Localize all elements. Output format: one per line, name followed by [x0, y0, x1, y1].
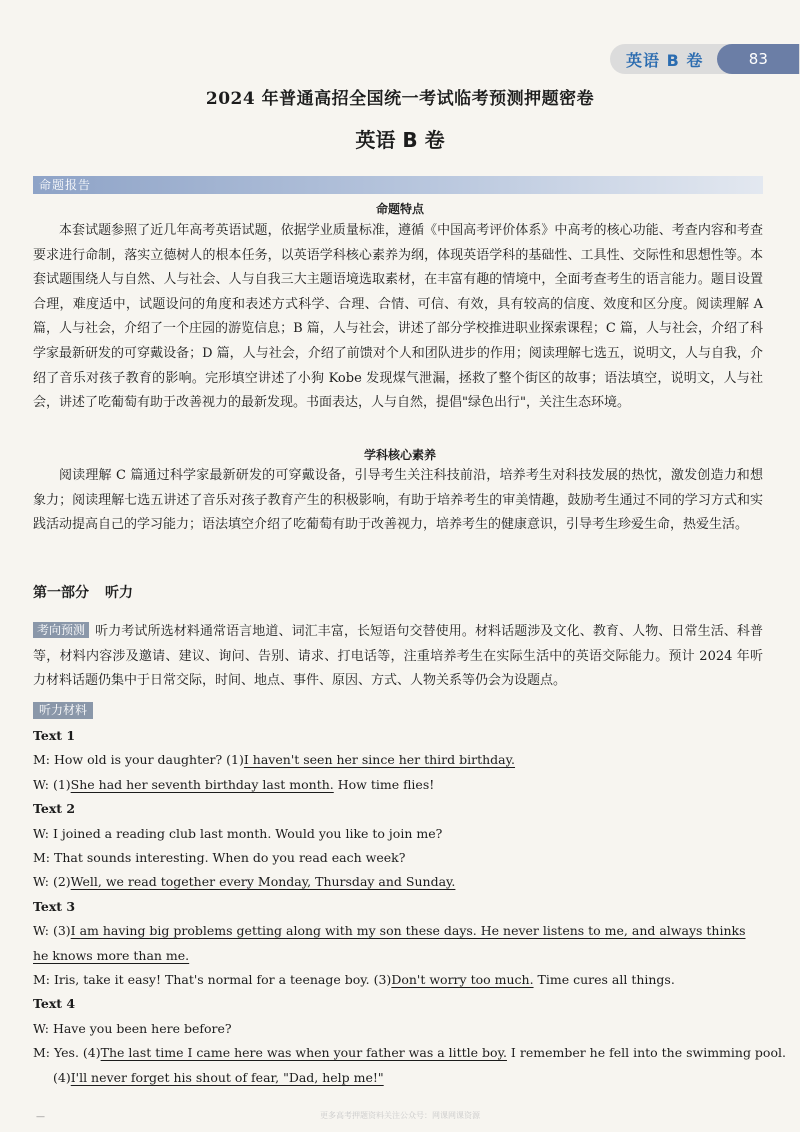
- answer-evidence: Well, we read together every Monday, Thursday and Sunday.: [70, 874, 456, 890]
- dialogue-text: I remember he fell into the swimming pool.: [506, 1045, 786, 1061]
- dialogue-text: (4): [53, 1069, 71, 1085]
- dialogue-text: M: How old is your daughter? (1): [33, 752, 244, 768]
- materials-tag: 听力材料: [33, 702, 93, 719]
- report-banner: [33, 176, 763, 194]
- literacy-heading: 学科核心素养: [363, 448, 436, 462]
- dialogue-text: M: That sounds interesting. When do you read each week?: [33, 850, 406, 866]
- part-one-label: 第一部分: [33, 585, 89, 601]
- dialogue-text: M: Yes. (4): [33, 1045, 101, 1061]
- dialogue-line: [33, 1066, 763, 1090]
- dialogue-text: W: Have you been here before?: [33, 1020, 232, 1036]
- dialogue-text: M: Iris, take it easy! That's normal for a teenage boy. (3): [33, 972, 392, 988]
- answer-evidence: I haven't seen her since her third birthday.: [243, 752, 516, 768]
- dialogue-text: Time cures all things.: [533, 972, 675, 988]
- answer-evidence: The last time I came here was when your father was a little boy.: [100, 1045, 507, 1061]
- dialogue-text: How time flies!: [333, 776, 435, 792]
- dialogue-text: W: (3): [33, 923, 71, 939]
- subject-label: 英语 B 卷: [626, 50, 704, 70]
- dialogue-text: W: I joined a reading club last month. Would you like to join me?: [33, 825, 443, 841]
- report-banner-label: 命题报告: [39, 178, 92, 192]
- text-label: Text 3: [33, 898, 76, 914]
- footer-watermark: 更多高考押题资料关注公众号：网课网课资源: [320, 1111, 480, 1120]
- dialogue-text: W: (1): [33, 776, 71, 792]
- forecast-tag: 考向预测: [33, 622, 89, 638]
- part-one-heading: [33, 582, 133, 602]
- answer-evidence: She had her seventh birthday last month.: [70, 776, 334, 792]
- text-label: Text 4: [33, 996, 76, 1012]
- dialogue-line: [33, 822, 763, 846]
- answer-evidence: I am having big problems getting along with my son these days. He never listens to me, and always thinks he knows more than me.: [33, 923, 746, 963]
- listening-materials: [33, 724, 786, 1090]
- exam-title: 2024 年普通高招全国统一考试临考预测押题密卷: [205, 89, 595, 109]
- features-heading: 命题特点: [375, 202, 424, 216]
- literacy-paragraph: 阅读理解 C 篇通过科学家最新研发的可穿戴设备，引导考生关注科技前沿，培养考生对科技发展的热忱，激发创造力和想象力；阅读理解七选五讲述了音乐对孩子教育产生的积极影响，有助于培养考生的审美情趣，鼓励考生通过不同的学习方式和实践活动提高自己的学习能力；语法填空介绍了吃葡萄有助于改善视力，培养考生的健康意识，引导考生珍爱生命，热爱生活。: [33, 468, 763, 533]
- dialogue-line: [33, 846, 763, 870]
- features-paragraph: 本套试题参照了近几年高考英语试题，依据学业质量标准，遵循《中国高考评价体系》中高考的核心功能、考查内容和考查要求进行命制，落实立德树人的根本任务，以英语学科核心素养为纲，体现英语学科的基础性、工具性、交际性和思想性等。本套试题围绕人与自然、人与社会、人与自我三大主题语境选取素材，在丰富有趣的情境中，全面考查考生的语言能力。题目设置合理，难度适中，试题设问的角度和表述方式科学、合理、合情、可信、有效，具有较高的信度、效度和区分度。阅读理解 A 篇，人与社会，介绍了一个庄园的游览信息；B 篇，人与社会，讲述了部分学校推进职业探索课程；C 篇，人与社会，介绍了科学家最新研发的可穿戴设备；D 篇，人与社会，介绍了前馈对个人和团队进步的作用；阅读理解七选五，说明文，人与自我，介绍了音乐对孩子教育的影响。完形填空讲述了小狗 Kobe 发现煤气泄漏，拯救了整个街区的故事；语法填空，说明文，人与社会，讲述了吃葡萄有助于改善视力的最新发现。书面表达，人与自然，提倡"绿色出行"，关注生态环境。: [33, 223, 763, 411]
- dialogue-line: [33, 1041, 786, 1065]
- forecast-paragraph: [33, 620, 763, 694]
- header-tab: [610, 44, 800, 74]
- dialogue-line: [33, 773, 763, 797]
- text-label: Text 2: [33, 801, 76, 817]
- forecast-text: 听力考试所选材料通常语言地道、词汇丰富，长短语句交替使用。材料话题涉及文化、教育、人物、日常生活、科普等，材料内容涉及邀请、建议、询问、告别、请求、打电话等，注重培养考生在实际生活中的英语交际能力。预计 2024 年听力材料话题仍集中于日常交际，时间、地点、事件、原因、方式、人物关系等仍会为设题点。: [33, 624, 763, 689]
- dialogue-line: [33, 968, 763, 992]
- dialogue-line: [33, 748, 763, 772]
- dialogue-line: [33, 1017, 763, 1041]
- dialogue-line: [33, 870, 763, 894]
- part-one-name: 听力: [105, 585, 133, 601]
- exam-subtitle: 英语 B 卷: [355, 128, 445, 152]
- dialogue-line: [33, 919, 763, 968]
- page-number: 83: [717, 44, 799, 74]
- dialogue-text: W: (2): [33, 874, 71, 890]
- text-label: Text 1: [33, 728, 76, 743]
- answer-evidence: Don't worry too much.: [391, 972, 534, 988]
- answer-evidence: I'll never forget his shout of fear, "Dad, help me!": [70, 1069, 384, 1085]
- footer-mark: —: [36, 1112, 45, 1122]
